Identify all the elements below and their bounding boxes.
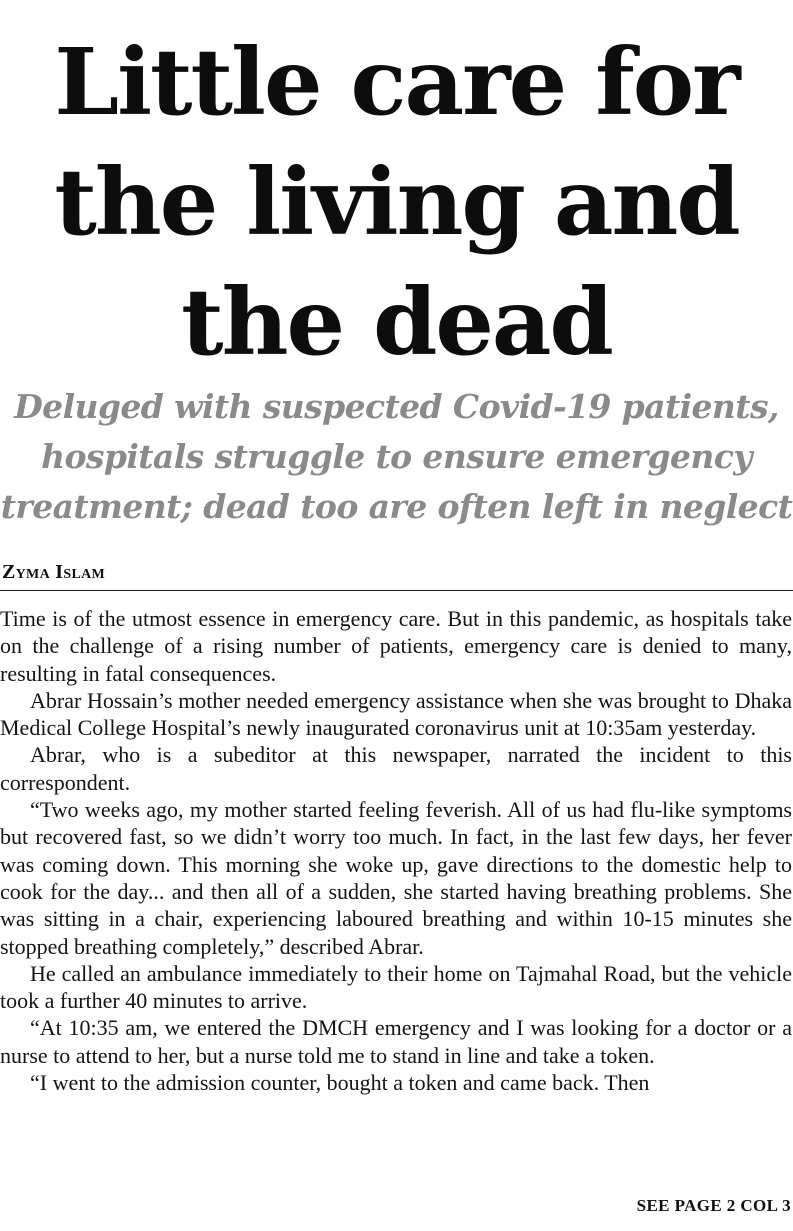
article-paragraph: He called an ambulance immediately to their home on Tajmahal Road, but the vehicle took a further 40 minutes to arrive. <box>0 960 792 1014</box>
headline-line: the dead <box>181 268 612 376</box>
article-paragraph: Abrar Hossain’s mother needed emergency assistance when she was brought to Dhaka Medical College Hospital’s newly inaugurated coronavirus unit at 10:35am yesterday. <box>0 687 792 741</box>
headline <box>0 22 793 382</box>
subheadline-line: hospitals struggle to ensure emergency <box>41 437 752 476</box>
continued-jump-line: SEE PAGE 2 COL 3 <box>636 1196 791 1215</box>
article-paragraph: “Two weeks ago, my mother started feeling feverish. All of us had flu-like symptoms but recovered fast, so we didn’t worry too much. In fact, in the last few days, her fever was coming down. This morning she woke up, gave directions to the domestic help to cook for the day... and then all of a sudden, she started having breathing problems. She was sitting in a chair, experiencing laboured breathing and within 10-15 minutes she stopped breathing completely,” described Abrar. <box>0 797 792 959</box>
headline-line: Little care for <box>54 28 739 136</box>
byline-divider <box>0 590 793 591</box>
article-paragraph: Time is of the utmost essence in emergency care. But in this pandemic, as hospitals take on the challenge of a rising number of patients, emergency care is denied to many, resulting in fatal consequences. <box>0 606 792 686</box>
subheadline-line: Deluged with suspected Covid-19 patients, <box>14 387 779 426</box>
article-paragraph: “At 10:35 am, we entered the DMCH emergency and I was looking for a doctor or a nurse to attend to her, but a nurse told me to stand in line and take a token. <box>0 1015 792 1068</box>
subheadline-line: treatment; dead too are often left in neglect <box>0 487 793 526</box>
headline-line: the living and <box>54 148 739 256</box>
article-paragraph: “I went to the admission counter, bought a token and came back. Then <box>30 1070 650 1096</box>
byline: Zyma Islam <box>2 561 106 583</box>
article-body <box>0 605 792 1096</box>
subheadline <box>0 382 793 532</box>
article-paragraph: Abrar, who is a subeditor at this newspaper, narrated the incident to this correspondent. <box>0 742 792 795</box>
